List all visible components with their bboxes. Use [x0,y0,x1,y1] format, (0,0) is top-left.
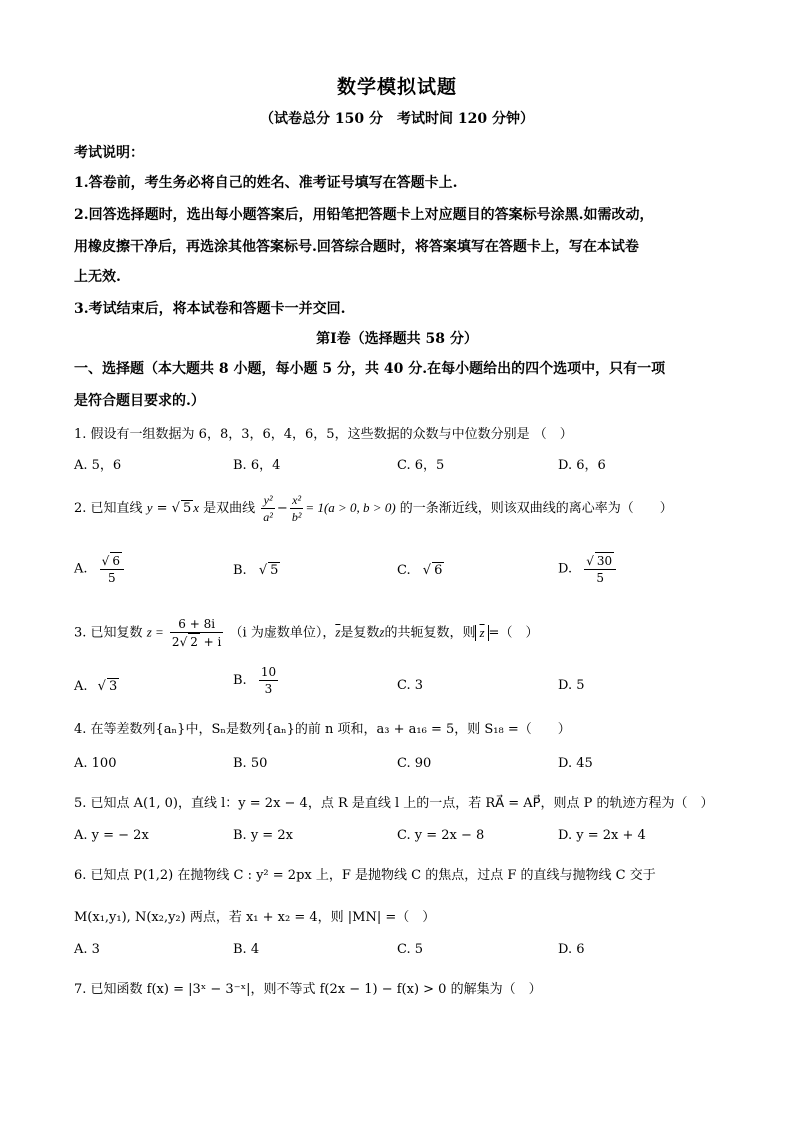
q2-mid: 是双曲线 [203,501,256,516]
q3-zbar: $\overline{z}$ [335,624,341,640]
question-6-stem-line-1: 6. 已知点 P(1,2) 在抛物线 C : y² = 2px 上，F 是抛物线 C 的焦点，过点 F 的直线与抛物线 C 交于 [74,868,656,883]
exam-subtitle: （试卷总分 150 分 考试时间 120 分钟） [260,111,534,127]
question-3-option-a: A. √ 3 [74,679,118,694]
question-2-option-b: B. √ 5 [233,563,279,578]
q2-fraction-1: $\frac{\text{y²}}{\text{a²}}$ [263,493,273,524]
q3-abs-zbar: $\overline{z}$ [475,625,488,641]
question-7-stem: 7. 已知函数 f(x) = |3ˣ − 3⁻ˣ|，则不等式 f(2x − 1) − f(x) > 0 的解集为（ ） [74,982,542,997]
q3-mid: （i 为虚数单位）， [229,625,336,641]
question-6-stem-line-2: M(x₁,y₁), N(x₂,y₂) 两点，若 x₁ + x₂ = 4，则 |MN| =（ ） [74,910,436,925]
question-5-option-c: C. y = 2x − 8 [397,828,485,843]
q2-eq-equals: = [152,501,172,516]
question-1-option-a: A. 5，6 [74,458,122,473]
question-5-option-b: B. y = 2x [233,828,293,843]
q2-eq-y: y [146,500,153,515]
question-1-option-d: D. 6，6 [558,458,606,473]
question-2-option-c: C. √ 6 [397,563,443,578]
question-5-option-d: D. y = 2x + 4 [558,828,646,843]
question-1-option-b: B. 6，4 [233,458,281,473]
page-title: 数学模拟试题 [336,76,457,98]
question-3-stem [74,616,538,650]
q3-z: z [379,624,385,640]
question-3-option-c: C. 3 [397,678,424,693]
question-4-option-b: B. 50 [233,756,268,771]
question-6-option-b: B. 4 [233,942,260,957]
q3-prefix: 3. 已知复数 [74,625,143,641]
part1-heading: 第Ⅰ卷（选择题共 58 分） [316,331,478,347]
instructions-heading: 考试说明： [74,145,144,161]
section1-heading-line-2: 是符合题目要求的.） [74,393,205,409]
question-4-stem: 4. 在等差数列{aₙ}中，Sₙ是数列{aₙ}的前 n 项和，a₃ + a₁₆ = 5，则 S₁₈ =（ ） [74,722,571,737]
q3-z-equals: z = [146,624,164,640]
q3-suffix: =（ ） [488,625,539,641]
instruction-3: 3.考试结束后，将本试卷和答题卡一并交回. [74,301,346,317]
q3-mid2: 是复数 [340,625,380,641]
section1-heading-line-1: 一、选择题（本大题共 8 小题，每小题 5 分，共 40 分.在每小题给出的四个选项中，只有一项 [74,361,666,377]
q2-minus: − [276,501,288,516]
instruction-2-line-3: 上无效. [74,269,121,285]
question-6-option-a: A. 3 [74,942,100,957]
question-6-option-c: C. 5 [397,942,424,957]
instruction-2-line-1: 2.回答选择题时，选出每小题答案后，用铅笔把答题卡上对应题目的答案标号涂黑.如需改动， [74,207,654,223]
q2-eq-sqrt: 5 [182,501,192,516]
question-6-option-d: D. 6 [558,942,585,957]
question-3-option-d: D. 5 [558,678,585,693]
question-5-option-a: A. y = − 2x [74,828,149,843]
instruction-1: 1.答卷前，考生务必将自己的姓名、准考证号填写在答题卡上. [74,175,458,191]
question-2-option-a: A. $\frac{√ 6}{5}$ [74,552,126,586]
question-1-option-c: C. 6，5 [397,458,445,473]
q2-suffix: 的一条渐近线，则该双曲线的离心率为（ ） [399,501,673,516]
question-5-stem: 5. 已知点 A(1, 0)，直线 l：y = 2x − 4，点 R 是直线 l 上的一点，若 RA⃗ = AP⃗，则点 P 的轨迹方程为（ ） [74,796,714,811]
question-3-option-b: B. $\frac{10}{3}$ [233,665,277,696]
q3-mid3: 的共轭复数，则 [384,625,476,641]
q2-condition: = 1(a > 0, b > 0) [305,500,396,515]
q2-fraction-2: $\frac{\text{x²}}{\text{b²}}$ [291,493,302,524]
instruction-2-line-2: 用橡皮擦干净后，再选涂其他答案标号.回答综合题时，将答案填写在答题卡上，写在本试卷 [74,239,639,255]
question-2-stem: 2. 已知直线 y = √ 5 x 是双曲线 $\frac{\text{y²}}{\text{a²}}$ − $\frac{\text{x²}}{\text{b²}}$ = 1(a > 0, b > 0) 的一条渐近线，则该双曲线的离心率为（ ） [74,493,673,524]
question-4-option-c: C. 90 [397,756,432,771]
question-2-option-d: D. $\frac{√ 30}{5}$ [558,552,618,586]
question-1-stem: 1. 假设有一组数据为 6，8，3，6，4，6，5，这些数据的众数与中位数分别是 （ ） [74,427,573,442]
question-4-option-a: A. 100 [74,756,117,771]
question-4-option-d: D. 45 [558,756,593,771]
q2-prefix: 2. 已知直线 [74,501,143,516]
q3-fraction: $\frac{6 + 8i}{2√ 2 + i}$ [171,617,222,649]
q2-eq-x: x [193,500,199,515]
